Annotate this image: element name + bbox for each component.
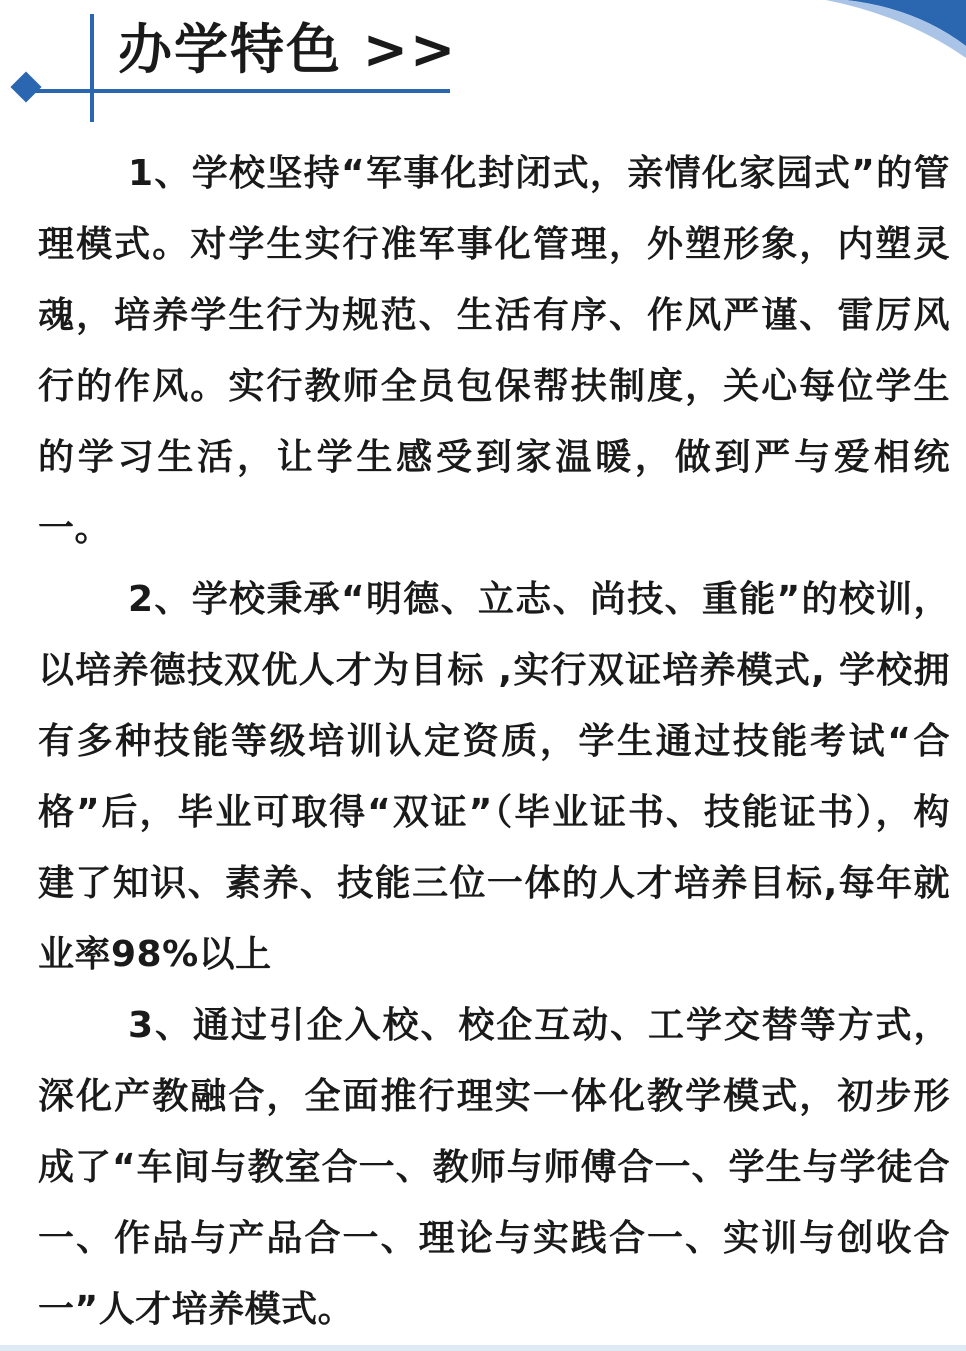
section-header bbox=[0, 0, 966, 125]
features-content bbox=[38, 138, 950, 1345]
vertical-accent-line bbox=[90, 14, 94, 122]
section-title: 办学特色 >> bbox=[118, 18, 458, 81]
feature-paragraph-3: 3、通过引企入校、校企互动、工学交替等方式，深化产教融合，全面推行理实一体化教学模式，初步形成了“车间与教室合一、教师与师傅合一、学生与学徒合一、作品与产品合一、理论与实践合一、实训与创收合一”人才培养模式。 bbox=[38, 1005, 950, 1330]
diamond-icon bbox=[10, 71, 41, 102]
feature-paragraph-1: 1、学校坚持“军事化封闭式，亲情化家园式”的管理模式。对学生实行准军事化管理，外塑形象，内塑灵魂，培养学生行为规范、生活有序、作风严谨、雷厉风行的作风。实行教师全员包保帮扶制度，关心每位学生的学习生活，让学生感受到家温暖，做到严与爱相统一。 bbox=[38, 153, 950, 549]
bottom-divider bbox=[0, 1345, 966, 1351]
horizontal-accent-line bbox=[30, 89, 450, 93]
feature-paragraph-2: 2、学校秉承“明德、立志、尚技、重能”的校训， 以培养德技双优人才为目标 ,实行双证培养模式, 学校拥有多种技能等级培训认定资质，学生通过技能考试“合格”后，毕业可取得“双证”（毕业证书、技能证书），构建了知识、素养、技能三位一体的人才培养目标,每年就业率98%以上 bbox=[38, 579, 950, 975]
